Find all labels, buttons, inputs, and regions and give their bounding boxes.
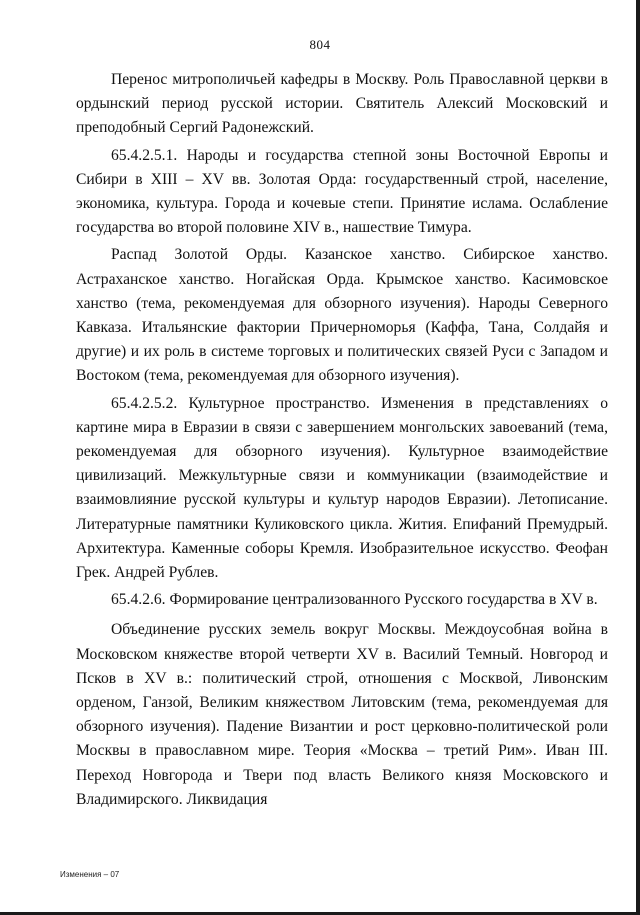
paragraph-metropolitan-see: Перенос митрополичьей кафедры в Москву. Роль Православной церкви в ордынский период русской истории. Святитель Алексий Московский и преподобный Сергий Радонежский.: [76, 71, 608, 137]
paragraph-cultural-space: 65.4.2.5.2. Культурное пространство. Изменения в представлениях о картине мира в Евразии в связи с завершением монгольских завоеваний (тема, рекомендуемая для обзорного изучения). Культурное взаимодействие цивилизаций. Межкультурные связи и коммуникации (взаимодействие и взаимовлияние русской культуры и культур народов Евразии). Летописание. Литературные памятники Куликовского цикла. Жития. Епифаний Премудрый. Архитектура. Каменные соборы Кремля. Изобразительное искусство. Феофан Грек. Андрей Рублев.: [76, 394, 608, 582]
paragraph-golden-horde: 65.4.2.5.1. Народы и государства степной зоны Восточной Европы и Сибири в XIII – XV вв. Золотая Орда: государственный строй, население, экономика, культура. Города и кочевые степи. Принятие ислама. Ослабление государства во второй половине XIV в., нашествие Тимура.: [76, 146, 608, 237]
section-heading-centralized-state: 65.4.2.6. Формирование централизованного Русского государства в XV в.: [111, 591, 598, 609]
body-text: [76, 68, 608, 815]
page-number: 804: [309, 37, 331, 52]
paragraph-unification-moscow: Объединение русских земель вокруг Москвы. Междоусобная война в Московском княжестве второй четверти XV в. Василий Темный. Новгород и Псков в XV в.: политический строй, отношения с Москвой, Ливонским орденом, Ганзой, Великим княжеством Литовским (тема, рекомендуемая для обзорного изучения). Падение Византии и рост церковно-политической роли Москвы в православном мире. Теория «Москва – третий Рим». Иван III. Переход Новгорода и Твери под власть Великого князя Московского и Владимирского. Ликвидация: [76, 621, 608, 808]
footer-note: Изменения – 07: [60, 870, 120, 879]
scan-edge-right: [636, 0, 640, 915]
paragraph-horde-collapse: Распад Золотой Орды. Казанское ханство. Сибирское ханство. Астраханское ханство. Ногайская Орда. Крымское ханство. Касимовское ханство (тема, рекомендуемая для обзорного изучения). Народы Северного Кавказа. Итальянские фактории Причерноморья (Каффа, Тана, Солдайя и другие) и их роль в системе торговых и политических связей Руси с Западом и Востоком (тема, рекомендуемая для обзорного изучения).: [76, 246, 608, 385]
